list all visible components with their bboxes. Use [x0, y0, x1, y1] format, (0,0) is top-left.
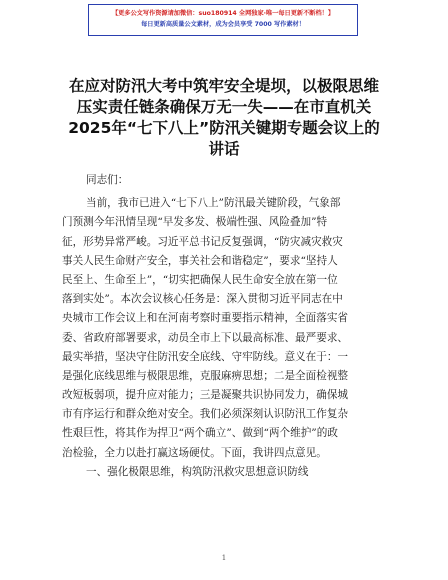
- body-line: 性艰巨性，将其作为捍卫“两个确立”、做到“两个维护”的政: [62, 427, 338, 440]
- promo-banner-line-2: 每日更新高质量公文素材，成为会员享受 7000 写作素材！: [141, 21, 305, 28]
- body-line: 最实举措，坚决守住防汛安全底线、守牢防线。意义在于：一: [62, 350, 349, 363]
- document-title: [40, 76, 408, 160]
- promo-banner: [88, 4, 358, 36]
- body-line: 是强化底线思维与极限思维，克服麻痹思想；二是全面检视整: [62, 369, 349, 382]
- body-line: 征，形势异常严峻。习近平总书记反复强调，“防灾减灾救灾: [62, 235, 343, 248]
- body-line: 落到实处”。本次会议核心任务是：深入贯彻习近平同志在中: [62, 293, 343, 306]
- body-line: 门预测今年汛情呈现“早发多发、极端性强、风险叠加”特: [62, 216, 328, 229]
- body-line: 民至上、生命至上”，“切实把确保人民生命安全放在第一位: [62, 273, 338, 286]
- body-line: 当前，我市已进入“七下八上”防汛最关键阶段，气象部: [86, 197, 341, 210]
- body-line: 改短板弱项，提升应对能力；三是凝聚共识协同发力，确保城: [62, 389, 349, 402]
- title-line: 2025年“七下八上”防汛关键期专题会议上的: [68, 119, 380, 137]
- title-line: 在应对防汛大考中筑牢安全堤坝，以极限思维: [68, 77, 379, 95]
- body-line: 央城市工作会议上和在河南考察时重要指示精神，全面落实省: [62, 312, 349, 325]
- body-line: 委、省政府部署要求，动员全市上下以最高标准、最严要求、: [62, 331, 349, 344]
- title-line: 讲话: [208, 140, 240, 158]
- speech-body: [62, 171, 392, 482]
- section-heading: 一、强化极限思维，构筑防汛救灾思想意识防线: [86, 465, 309, 478]
- body-line: 事关人民生命财产安全，事关社会和谐稳定”，要求“坚持人: [62, 254, 338, 267]
- promo-banner-line-1: 【更多公文写作资源请加微信：suo180914 全网独家·唯一每日更新不断档！】: [111, 10, 335, 17]
- salutation: 同志们：: [86, 174, 129, 186]
- body-line: 市有序运行和群众绝对安全。我们必须深刻认识防汛工作复杂: [62, 408, 349, 421]
- page-number: 1: [221, 554, 227, 562]
- title-line: 压实责任链条确保万无一失——在市直机关: [76, 98, 372, 116]
- body-line: 治检验，全力以赴打赢这场硬仗。下面，我讲四点意见。: [62, 446, 327, 459]
